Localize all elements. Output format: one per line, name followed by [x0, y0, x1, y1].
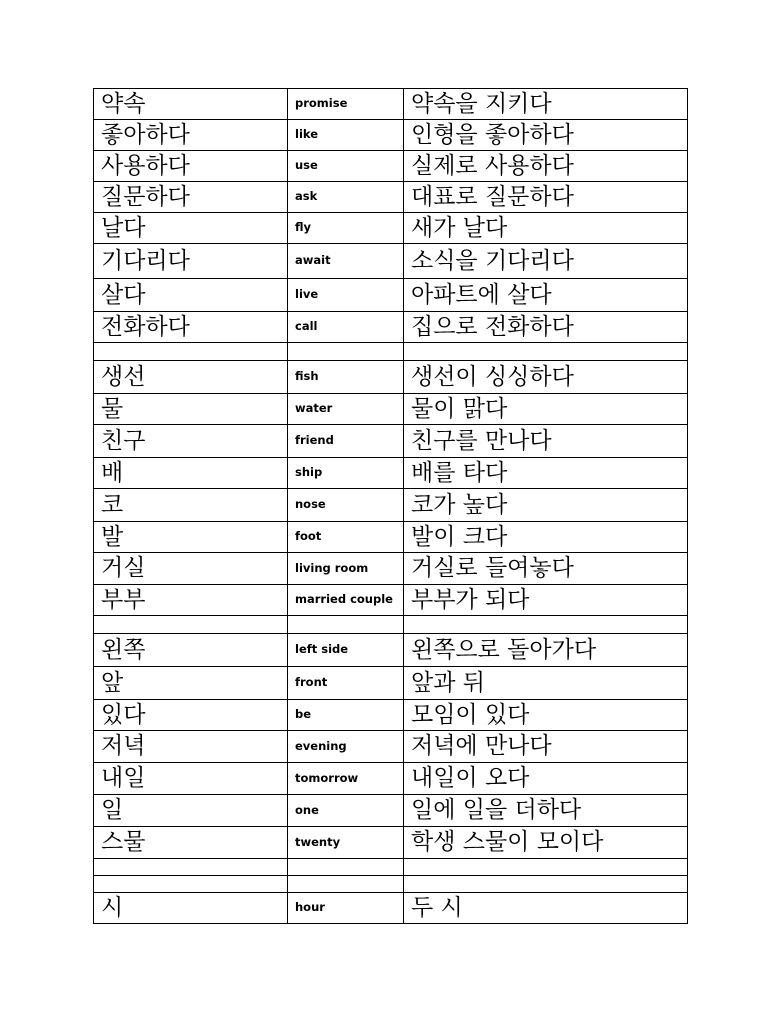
- vocab-row: [94, 667, 688, 700]
- english-meaning: nose: [288, 489, 404, 522]
- korean-word: [94, 616, 288, 634]
- example-phrase: 일에 일을 더하다: [404, 795, 688, 827]
- korean-word: 질문하다: [94, 182, 288, 213]
- vocab-row: [94, 731, 688, 763]
- korean-word: 좋아하다: [94, 120, 288, 151]
- korean-word: 약속: [94, 89, 288, 120]
- example-phrase: [404, 859, 688, 876]
- english-meaning: fish: [288, 361, 404, 394]
- example-phrase: 앞과 뒤: [404, 667, 688, 700]
- english-meaning: front: [288, 667, 404, 700]
- vocab-row: [94, 795, 688, 827]
- blank-row: [94, 616, 688, 634]
- korean-word: 부부: [94, 585, 288, 616]
- example-phrase: 대표로 질문하다: [404, 182, 688, 213]
- english-meaning: [288, 876, 404, 893]
- english-meaning: [288, 859, 404, 876]
- korean-word: 있다: [94, 700, 288, 731]
- example-phrase: 아파트에 살다: [404, 279, 688, 312]
- vocab-row: [94, 425, 688, 458]
- korean-word: 친구: [94, 425, 288, 458]
- example-phrase: 배를 타다: [404, 458, 688, 489]
- example-phrase: 물이 맑다: [404, 394, 688, 425]
- example-phrase: 새가 날다: [404, 213, 688, 244]
- english-meaning: [288, 343, 404, 361]
- english-meaning: like: [288, 120, 404, 151]
- korean-word: [94, 876, 288, 893]
- english-meaning: evening: [288, 731, 404, 763]
- example-phrase: 집으로 전화하다: [404, 312, 688, 343]
- example-phrase: 왼쪽으로 돌아가다: [404, 634, 688, 667]
- blank-row: [94, 876, 688, 893]
- vocab-row: [94, 394, 688, 425]
- example-phrase: 약속을 지키다: [404, 89, 688, 120]
- example-phrase: [404, 876, 688, 893]
- example-phrase: 인형을 좋아하다: [404, 120, 688, 151]
- korean-word: 내일: [94, 763, 288, 795]
- example-phrase: 생선이 싱싱하다: [404, 361, 688, 394]
- vocab-row: [94, 182, 688, 213]
- korean-word: 생선: [94, 361, 288, 394]
- vocab-row: [94, 553, 688, 585]
- korean-word: 살다: [94, 279, 288, 312]
- vocab-row: [94, 361, 688, 394]
- korean-word: 발: [94, 522, 288, 553]
- korean-word: 물: [94, 394, 288, 425]
- english-meaning: use: [288, 151, 404, 182]
- vocabulary-table-body: [94, 89, 688, 924]
- vocabulary-table: [93, 88, 688, 924]
- vocab-row: [94, 89, 688, 120]
- example-phrase: 코가 높다: [404, 489, 688, 522]
- vocab-row: [94, 522, 688, 553]
- english-meaning: be: [288, 700, 404, 731]
- english-meaning: married couple: [288, 585, 404, 616]
- korean-word: 전화하다: [94, 312, 288, 343]
- korean-word: 시: [94, 893, 288, 924]
- english-meaning: one: [288, 795, 404, 827]
- korean-word: 날다: [94, 213, 288, 244]
- example-phrase: [404, 343, 688, 361]
- blank-row: [94, 343, 688, 361]
- vocab-row: [94, 213, 688, 244]
- example-phrase: 부부가 되다: [404, 585, 688, 616]
- english-meaning: friend: [288, 425, 404, 458]
- vocab-row: [94, 489, 688, 522]
- korean-word: 일: [94, 795, 288, 827]
- english-meaning: left side: [288, 634, 404, 667]
- vocab-row: [94, 827, 688, 859]
- korean-word: 기다리다: [94, 244, 288, 279]
- vocab-row: [94, 279, 688, 312]
- korean-word: [94, 343, 288, 361]
- example-phrase: 친구를 만나다: [404, 425, 688, 458]
- vocab-row: [94, 120, 688, 151]
- english-meaning: ask: [288, 182, 404, 213]
- english-meaning: call: [288, 312, 404, 343]
- example-phrase: 학생 스물이 모이다: [404, 827, 688, 859]
- example-phrase: 거실로 들여놓다: [404, 553, 688, 585]
- vocab-row: [94, 585, 688, 616]
- korean-word: 거실: [94, 553, 288, 585]
- korean-word: 왼쪽: [94, 634, 288, 667]
- english-meaning: water: [288, 394, 404, 425]
- vocab-row: [94, 458, 688, 489]
- example-phrase: 두 시: [404, 893, 688, 924]
- example-phrase: 실제로 사용하다: [404, 151, 688, 182]
- vocab-row: [94, 893, 688, 924]
- vocab-row: [94, 244, 688, 279]
- example-phrase: [404, 616, 688, 634]
- example-phrase: 내일이 오다: [404, 763, 688, 795]
- english-meaning: twenty: [288, 827, 404, 859]
- english-meaning: fly: [288, 213, 404, 244]
- example-phrase: 소식을 기다리다: [404, 244, 688, 279]
- example-phrase: 모임이 있다: [404, 700, 688, 731]
- english-meaning: live: [288, 279, 404, 312]
- english-meaning: foot: [288, 522, 404, 553]
- english-meaning: await: [288, 244, 404, 279]
- korean-word: 배: [94, 458, 288, 489]
- example-phrase: 발이 크다: [404, 522, 688, 553]
- vocab-row: [94, 700, 688, 731]
- korean-word: 사용하다: [94, 151, 288, 182]
- example-phrase: 저녁에 만나다: [404, 731, 688, 763]
- english-meaning: [288, 616, 404, 634]
- vocab-row: [94, 151, 688, 182]
- vocab-row: [94, 312, 688, 343]
- english-meaning: living room: [288, 553, 404, 585]
- english-meaning: hour: [288, 893, 404, 924]
- vocab-row: [94, 634, 688, 667]
- korean-word: 코: [94, 489, 288, 522]
- korean-word: 앞: [94, 667, 288, 700]
- korean-word: 스물: [94, 827, 288, 859]
- english-meaning: ship: [288, 458, 404, 489]
- english-meaning: promise: [288, 89, 404, 120]
- korean-word: 저녁: [94, 731, 288, 763]
- vocab-row: [94, 763, 688, 795]
- korean-word: [94, 859, 288, 876]
- english-meaning: tomorrow: [288, 763, 404, 795]
- blank-row: [94, 859, 688, 876]
